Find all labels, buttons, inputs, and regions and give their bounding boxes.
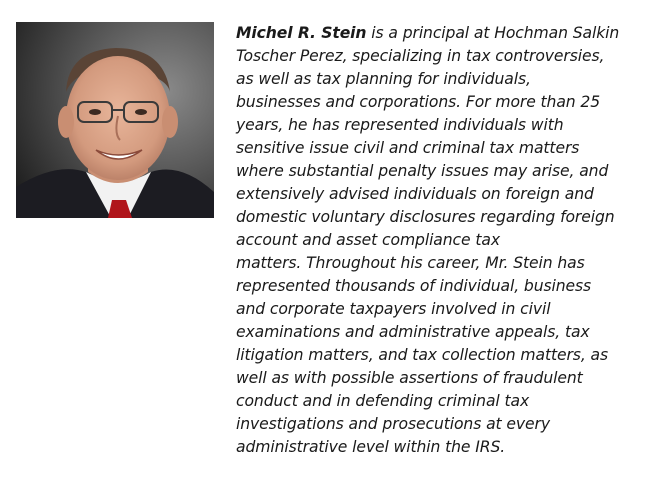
bio-line-1 — [236, 22, 636, 45]
bio-name: Michel R. Stein — [236, 24, 367, 42]
bio-line: businesses and corporations. For more than 25 — [236, 93, 601, 111]
bio-line: conduct and in defending criminal tax — [236, 392, 530, 410]
bio-line: represented thousands of individual, business — [236, 277, 592, 295]
bio-line: sensitive issue civil and criminal tax matters — [236, 139, 580, 157]
portrait-photo — [16, 22, 214, 218]
bio-line: extensively advised individuals on foreign and — [236, 185, 594, 203]
bio-line: years, he has represented individuals with — [236, 116, 564, 134]
bio-paragraph — [236, 22, 636, 459]
bio-line: as well as tax planning for individuals, — [236, 70, 531, 88]
bio-line: investigations and prosecutions at every — [236, 415, 550, 433]
bio-line: Toscher Perez, specializing in tax controversies, — [236, 47, 605, 65]
bio-line: account and asset compliance tax — [236, 231, 500, 249]
bio-line: where substantial penalty issues may arise, and — [236, 162, 609, 180]
bio-line: matters. Throughout his career, Mr. Stein has — [236, 254, 585, 272]
bio-line: well as with possible assertions of fraudulent — [236, 369, 583, 387]
bio-line: administrative level within the IRS. — [236, 438, 506, 456]
bio-line: examinations and administrative appeals, tax — [236, 323, 590, 341]
bio-line-1-text: is a principal at Hochman Salkin — [366, 24, 620, 42]
bio-line: and corporate taxpayers involved in civil — [236, 300, 551, 318]
bio-line: litigation matters, and tax collection matters, as — [236, 346, 609, 364]
bio-line: domestic voluntary disclosures regarding foreign — [236, 208, 615, 226]
